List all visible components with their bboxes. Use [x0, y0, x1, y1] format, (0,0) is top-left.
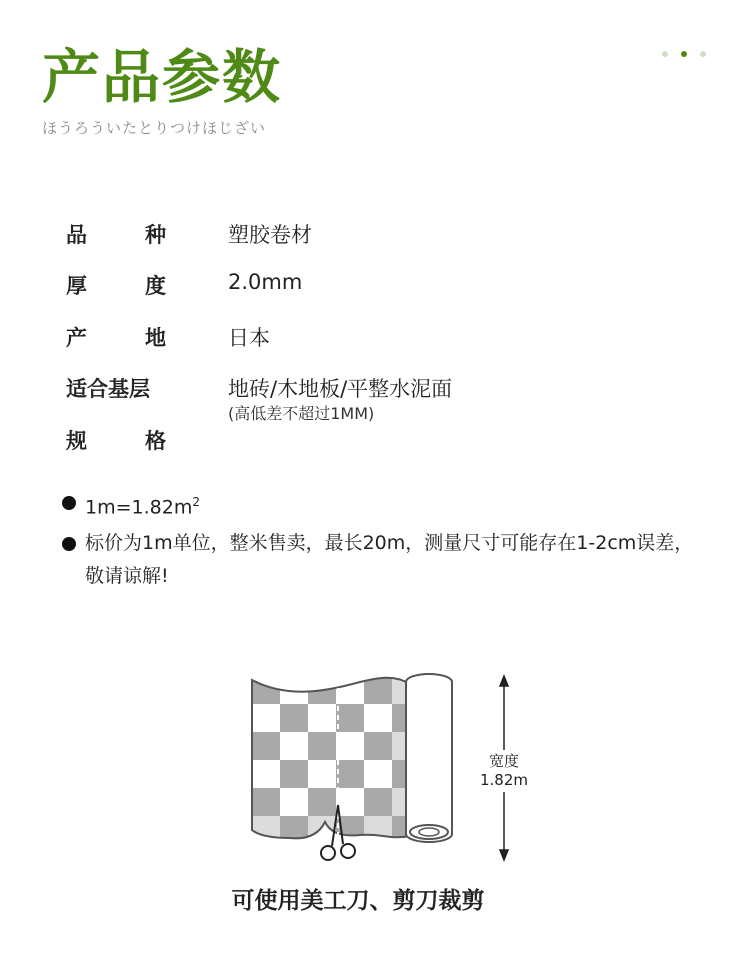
- spec-label: 适合基层: [66, 377, 150, 401]
- width-label-value: 1.82m: [479, 771, 528, 789]
- spec-label: 品种: [66, 223, 166, 247]
- spec-value: 2.0mm: [228, 270, 303, 294]
- bullet-icon: [62, 496, 76, 510]
- width-label: [478, 752, 530, 790]
- roll-cylinder: [406, 674, 452, 842]
- note-text: 标价为1m单位，整米售卖，最长20m，测量尺寸可能存在1-2cm误差，敬请谅解!: [85, 532, 694, 587]
- note-text: [85, 486, 695, 524]
- spec-note: (高低差不超过1MM): [228, 404, 375, 423]
- caption: 可使用美工刀、剪刀裁剪: [231, 888, 485, 914]
- size-sup: 2: [192, 495, 200, 509]
- width-label-title: 宽度: [488, 752, 519, 770]
- carousel-dot[interactable]: [662, 51, 668, 57]
- spec-value: 地砖/木地板/平整水泥面: [228, 377, 453, 401]
- spec-label: 规格: [66, 429, 166, 453]
- spec-value: 日本: [228, 326, 270, 350]
- page-subtitle: ほうろういたとりつけほじざい: [42, 119, 267, 137]
- spec-label: 产地: [66, 326, 166, 350]
- page-title: 产品参数: [42, 43, 283, 111]
- spec-label: 厚度: [66, 274, 166, 298]
- size-text: 1m=1.82m: [85, 496, 193, 519]
- bullet-icon: [62, 537, 76, 551]
- spec-value: 塑胶卷材: [228, 223, 312, 247]
- carousel-dot[interactable]: [700, 51, 706, 57]
- carousel-dot-active[interactable]: [681, 51, 687, 57]
- carousel-indicator: [662, 51, 706, 57]
